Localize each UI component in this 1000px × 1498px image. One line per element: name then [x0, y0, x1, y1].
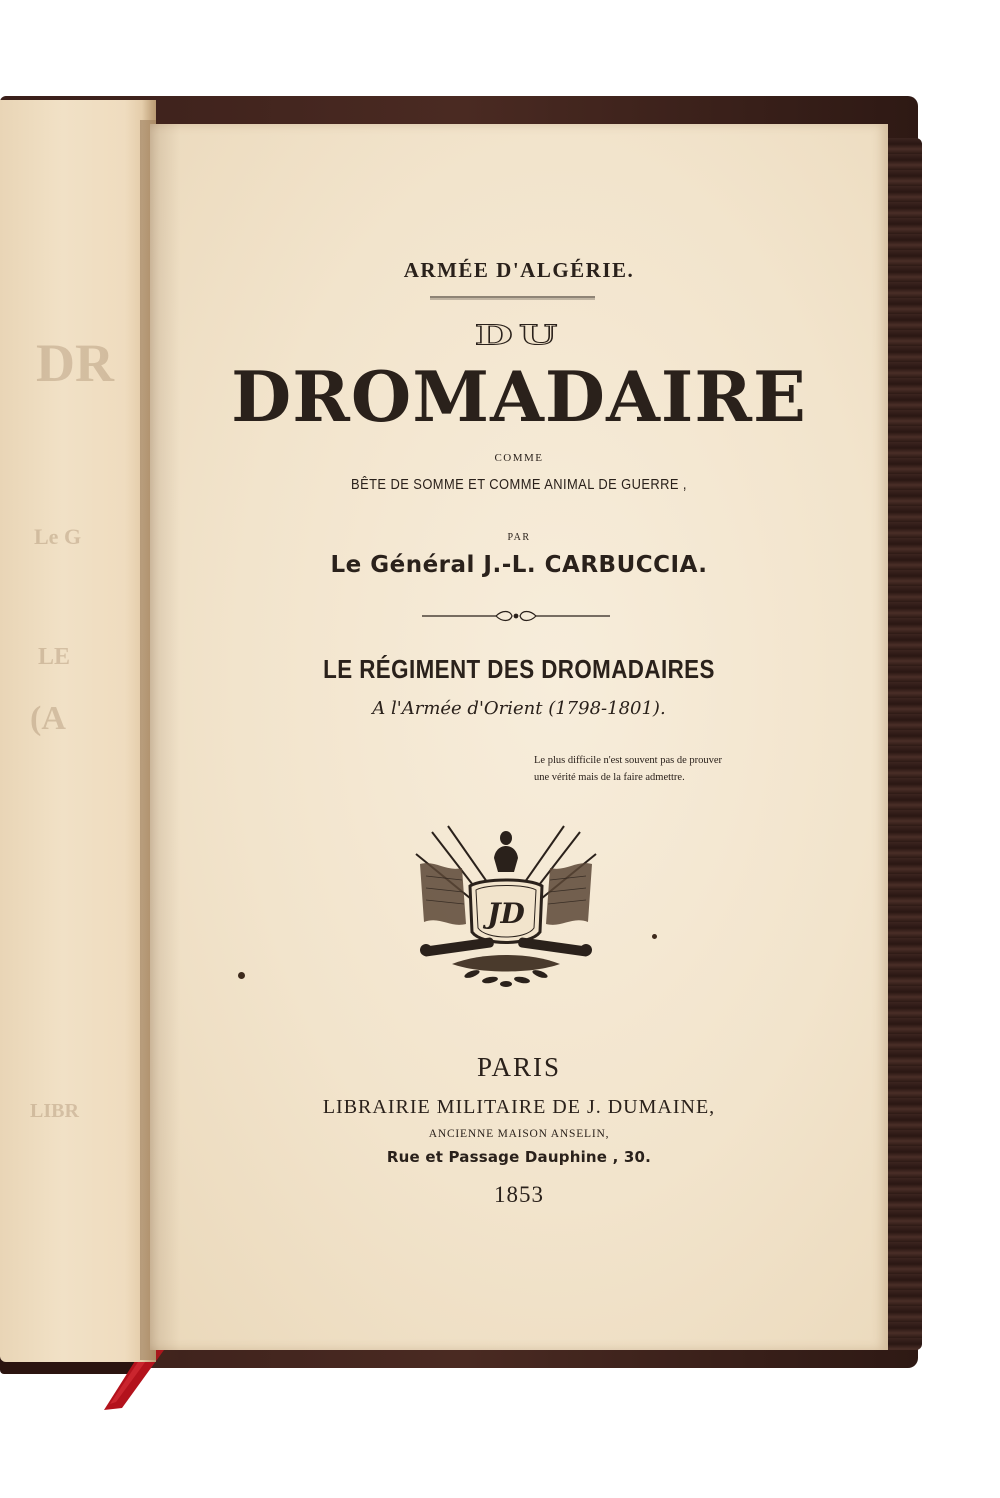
main-title: DROMADAIRE: [231, 356, 807, 438]
author-line: Le Général J.-L. CARBUCCIA.: [330, 552, 708, 578]
ornamental-rule: [422, 608, 610, 624]
military-trophy-emblem-icon: [412, 824, 600, 990]
subtitle: BÊTE DE SOMME ET COMME ANIMAL DE GUERRE ,: [351, 476, 687, 493]
comme-line: COMME: [494, 452, 544, 464]
section-title: LE RÉGIMENT DES DROMADAIRES: [323, 654, 715, 684]
paper-foxing-spot: [652, 934, 657, 939]
par-line: PAR: [507, 532, 531, 543]
left-page: [0, 100, 156, 1362]
imprint-city: PARIS: [476, 1052, 562, 1082]
ghost-text-line: Le G: [34, 524, 82, 549]
rule-divider: [430, 296, 595, 300]
imprint-former-house: ANCIENNE MAISON ANSELIN,: [428, 1128, 610, 1140]
imprint-address: Rue et Passage Dauphine , 30.: [386, 1148, 652, 1166]
ghost-text-line: (A: [30, 700, 66, 737]
title-small: DU: [474, 319, 564, 352]
section-subtitle: A l'Armée d'Orient (1798-1801).: [372, 698, 666, 719]
series-heading: ARMÉE D'ALGÉRIE.: [403, 258, 635, 282]
epigraph: [534, 752, 774, 786]
paper-foxing-spot: [238, 972, 245, 979]
ghost-text-line: LIBR: [30, 1100, 79, 1122]
emblem-monogram: JD: [487, 897, 525, 930]
title-page: [150, 124, 888, 1350]
epigraph-line: Le plus difficile n'est souvent pas de prouver: [534, 755, 723, 766]
ghost-text-line: LE: [38, 644, 71, 670]
imprint-publisher: LIBRAIRIE MILITAIRE DE J. DUMAINE,: [322, 1096, 716, 1118]
ghost-text-line: DR: [36, 333, 114, 393]
imprint-year: 1853: [494, 1182, 544, 1207]
epigraph-line: une vérité mais de la faire admettre.: [534, 772, 685, 783]
